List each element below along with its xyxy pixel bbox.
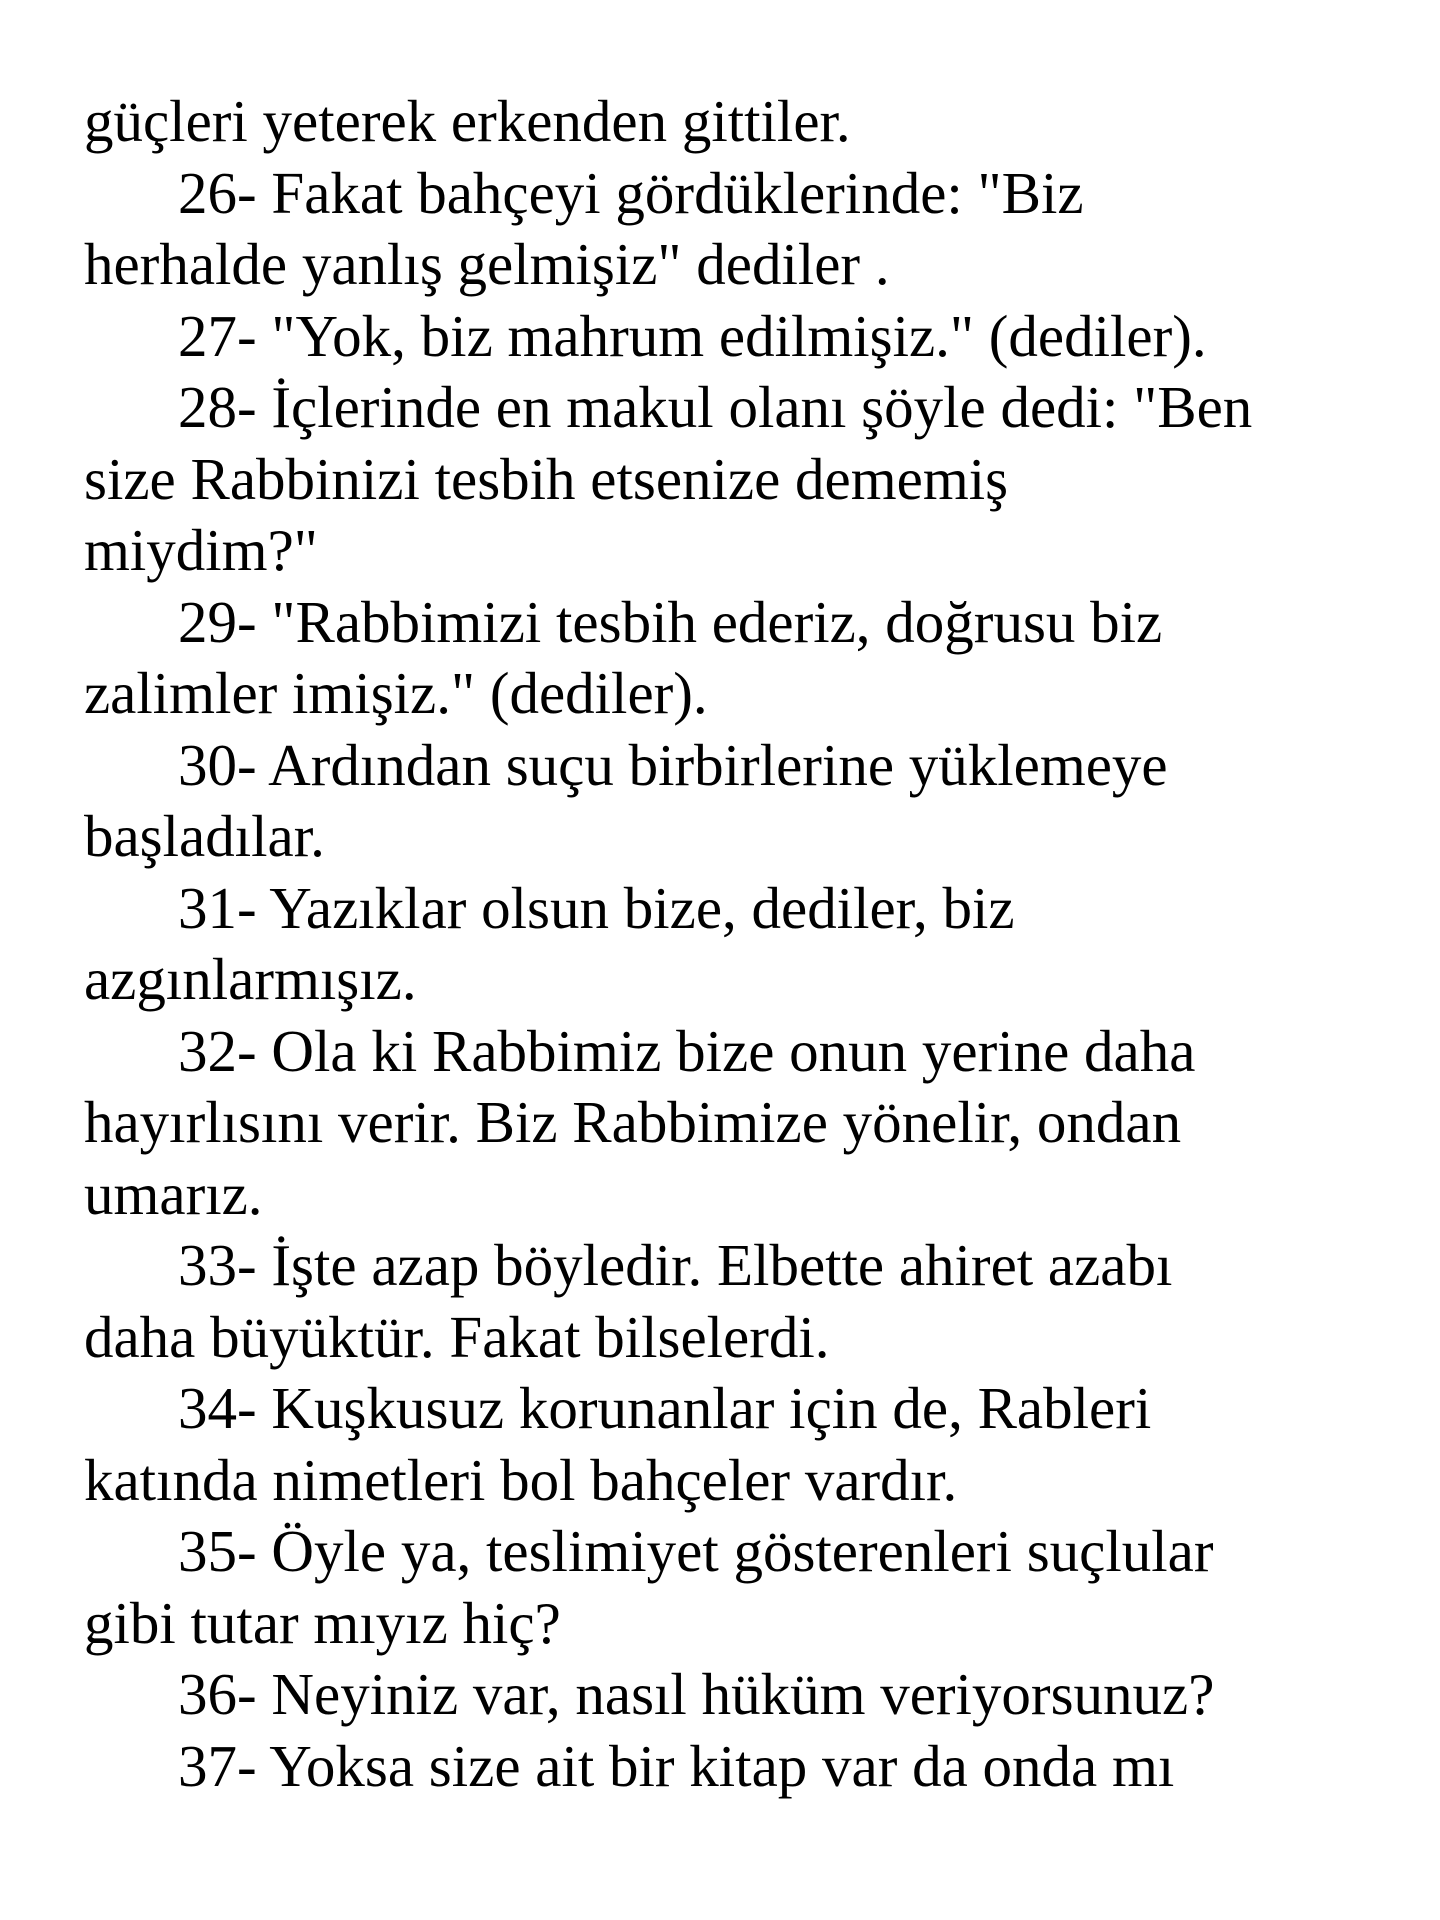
text-line: 37- Yoksa size ait bir kitap var da onda mı — [178, 1732, 1175, 1799]
body-text — [84, 86, 1404, 1802]
text-line: miydim?" — [84, 517, 318, 583]
text-line: katında nimetleri bol bahçeler vardır. — [84, 1446, 958, 1513]
text-line: 29- "Rabbimizi tesbih ederiz, doğrusu biz — [178, 588, 1163, 655]
text-line: 34- Kuşkusuz korunanlar için de, Rableri — [178, 1375, 1152, 1441]
text-line: daha büyüktür. Fakat bilselerdi. — [84, 1303, 830, 1370]
text-line: azgınlarmışız. — [84, 946, 417, 1012]
text-line: size Rabbinizi tesbih etsenize dememiş — [84, 445, 1009, 512]
text-line: 33- İşte azap böyledir. Elbette ahiret azabı — [178, 1232, 1173, 1298]
text-line: güçleri yeterek erkenden gittiler. — [84, 88, 851, 154]
text-line: 31- Yazıklar olsun bize, dediler, biz — [178, 874, 1015, 941]
text-line: zalimler imişiz." (dediler). — [84, 660, 708, 726]
text-line: 30- Ardından suçu birbirlerine yüklemeye — [178, 731, 1168, 798]
text-line: 26- Fakat bahçeyi gördüklerinde: "Biz — [178, 159, 1084, 226]
text-line: 32- Ola ki Rabbimiz bize onun yerine daha — [178, 1017, 1196, 1084]
text-line: başladılar. — [84, 803, 325, 869]
text-line: 27- "Yok, biz mahrum edilmişiz." (dediler). — [178, 302, 1207, 369]
text-line: gibi tutar mıyız hiç? — [84, 1589, 561, 1656]
text-line: herhalde yanlış gelmişiz" dediler . — [84, 231, 890, 297]
text-line: 28- İçlerinde en makul olanı şöyle dedi: "Ben — [178, 374, 1253, 440]
text-line: 35- Öyle ya, teslimiyet gösterenleri suçlular — [178, 1518, 1214, 1584]
text-line: umarız. — [84, 1160, 263, 1227]
text-line: 36- Neyiniz var, nasıl hüküm veriyorsunuz? — [178, 1661, 1215, 1727]
text-line: hayırlısını verir. Biz Rabbimize yönelir, ondan — [84, 1089, 1182, 1155]
